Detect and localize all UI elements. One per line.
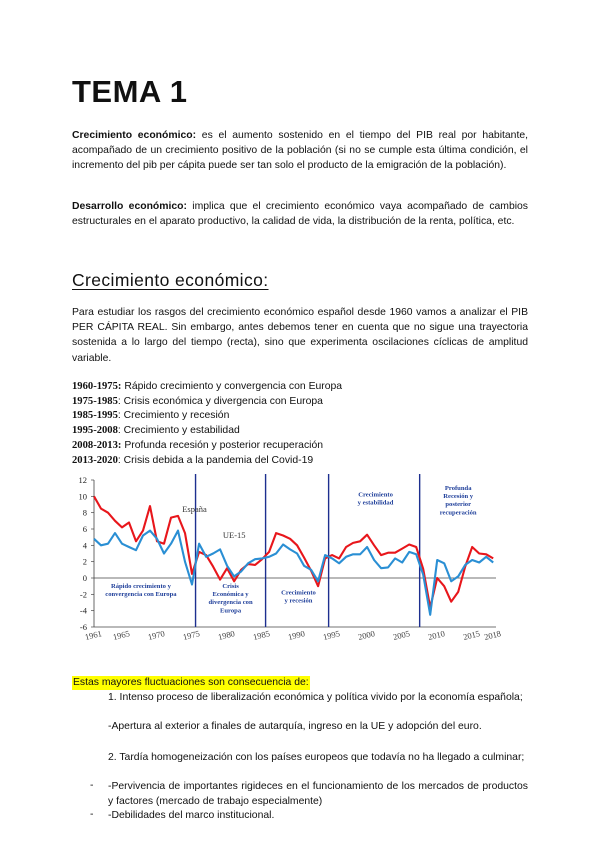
y-tick-label: 0 [82, 573, 87, 583]
consequence-1-detail: -Apertura al exterior a finales de autarquía, ingreso en la UE y adopción del euro. [108, 721, 482, 732]
annotation-p2: Económica y [212, 591, 249, 598]
y-tick-label: 12 [78, 475, 87, 485]
ue15-series-label: UE-15 [222, 529, 246, 540]
espana-series-label: España [182, 503, 207, 514]
period-years: 2013-2020 [72, 454, 118, 466]
annotation-p5: Profunda [444, 484, 472, 492]
x-tick-label: 2010 [426, 628, 446, 642]
y-tick-label: 8 [82, 507, 87, 518]
period-item [72, 380, 528, 395]
period-item [72, 395, 528, 410]
annotation-p2: Crisis [222, 582, 239, 590]
consequence-2-detail-2: -Debilidades del marco institucional. [108, 810, 275, 821]
bullet-dash: - [90, 809, 94, 820]
annotation-p4: Crecimiento [358, 491, 393, 499]
annotation-p2: Europa [219, 607, 242, 615]
period-list [72, 380, 528, 468]
period-item [72, 409, 528, 424]
period-years: 1960-1975: [72, 381, 122, 392]
annotation-p5: Recesión y [443, 493, 474, 500]
x-tick-label: 2018 [483, 628, 502, 642]
consequence-heading: Estas mayores fluctuaciones son consecuencia de: [73, 677, 309, 688]
x-tick-label: 1980 [216, 628, 236, 642]
period-desc: Profunda recesión y posterior recuperación [121, 439, 324, 451]
x-tick-label: 1961 [83, 628, 103, 642]
y-tick-label: -6 [79, 622, 87, 632]
intro-paragraph: Para estudiar los rasgos del crecimiento económico español desde 1960 vamos a analizar el PIB PER CÁPITA REAL. Sin embargo, antes debemos tener en cuenta que no sigue una trayectoria sostenida a lo largo del tiempo (recta), sino que experimenta oscilaciones cíclicas de amplitud variable. [72, 307, 528, 364]
annotation-p1: convergencia con Europa [105, 591, 177, 598]
consequence-2: 2. Tardía homogeneización con los países europeos que todavía no ha llegado a culminar; [108, 752, 525, 763]
period-item [72, 439, 528, 454]
bullet-dash: - [90, 780, 94, 791]
y-tick-label: 10 [78, 491, 87, 502]
x-tick-label: 2005 [391, 628, 411, 642]
y-tick-label: 2 [82, 556, 87, 567]
period-desc: : Crisis económica y divergencia con Europa [117, 395, 323, 407]
annotation-p1: Rápido crecimiento y [110, 582, 171, 590]
chart-ticks [79, 475, 502, 642]
period-years: 1985-1995 [72, 410, 118, 422]
definition-text: implica que el crecimiento económico vaya acompañado de cambios estructurales en el aparato productivo, la calidad de vida, la distribución de la renta, política, etc. [72, 201, 529, 228]
annotation-p3: Crecimiento [281, 589, 316, 597]
gdp-growth-chart [68, 470, 508, 652]
period-desc: : Crisis debida a la pandemia del Covid-19 [117, 454, 314, 466]
page-title: TEMA 1 [72, 74, 188, 109]
period-item [72, 454, 528, 469]
definition-text: es el aumento sostenido en el tiempo del PIB real por habitante, acompañado de un crecimiento positivo de la población (si no se cumple esta última condición, el incremento del pib per cápita puede ser tan solo el producto de la emigración de la población). [72, 130, 528, 172]
x-tick-label: 1985 [251, 628, 271, 642]
period-years: 1995-2008 [72, 425, 118, 437]
definition-desarrollo [72, 199, 528, 229]
x-tick-label: 1975 [181, 628, 201, 642]
section-heading: Crecimiento económico: [72, 270, 269, 290]
definition-term: Desarrollo económico: [72, 201, 187, 212]
period-years: 1975-1985 [72, 395, 118, 407]
period-item [72, 424, 528, 439]
y-tick-label: 6 [82, 524, 87, 534]
x-tick-label: 1970 [146, 628, 166, 642]
x-tick-label: 1990 [286, 628, 306, 642]
definition-term: Crecimiento económico: [72, 130, 197, 141]
x-tick-label: 1995 [321, 628, 341, 642]
definition-crecimiento [72, 128, 528, 174]
period-desc: : Crecimiento y estabilidad [117, 425, 240, 437]
consequence-2-detail: -Pervivencia de importantes rigideces en el funcionamiento de los mercados de productos y factores (mercado de trabajo especialmente) [108, 781, 528, 807]
annotation-p2: divergencia con [208, 599, 253, 607]
consequence-1: 1. Intenso proceso de liberalización económica y política vivido por la economía española; [108, 692, 523, 703]
annotation-p3: y recesión [284, 597, 313, 605]
y-tick-label: 4 [82, 540, 87, 551]
x-tick-label: 1965 [111, 628, 131, 642]
period-years: 2008-2013: [72, 439, 122, 451]
annotation-p5: recuperación [439, 509, 477, 517]
y-tick-label: -2 [79, 589, 87, 600]
period-desc: Rápido crecimiento y convergencia con Europa [121, 381, 343, 392]
x-tick-label: 2015 [462, 628, 481, 642]
annotation-p4: y estabilidad [357, 499, 394, 507]
x-tick-label: 2000 [356, 628, 376, 642]
y-tick-label: -4 [79, 605, 87, 616]
period-desc: : Crecimiento y recesión [117, 410, 230, 422]
annotation-p5: posterior [445, 501, 472, 509]
